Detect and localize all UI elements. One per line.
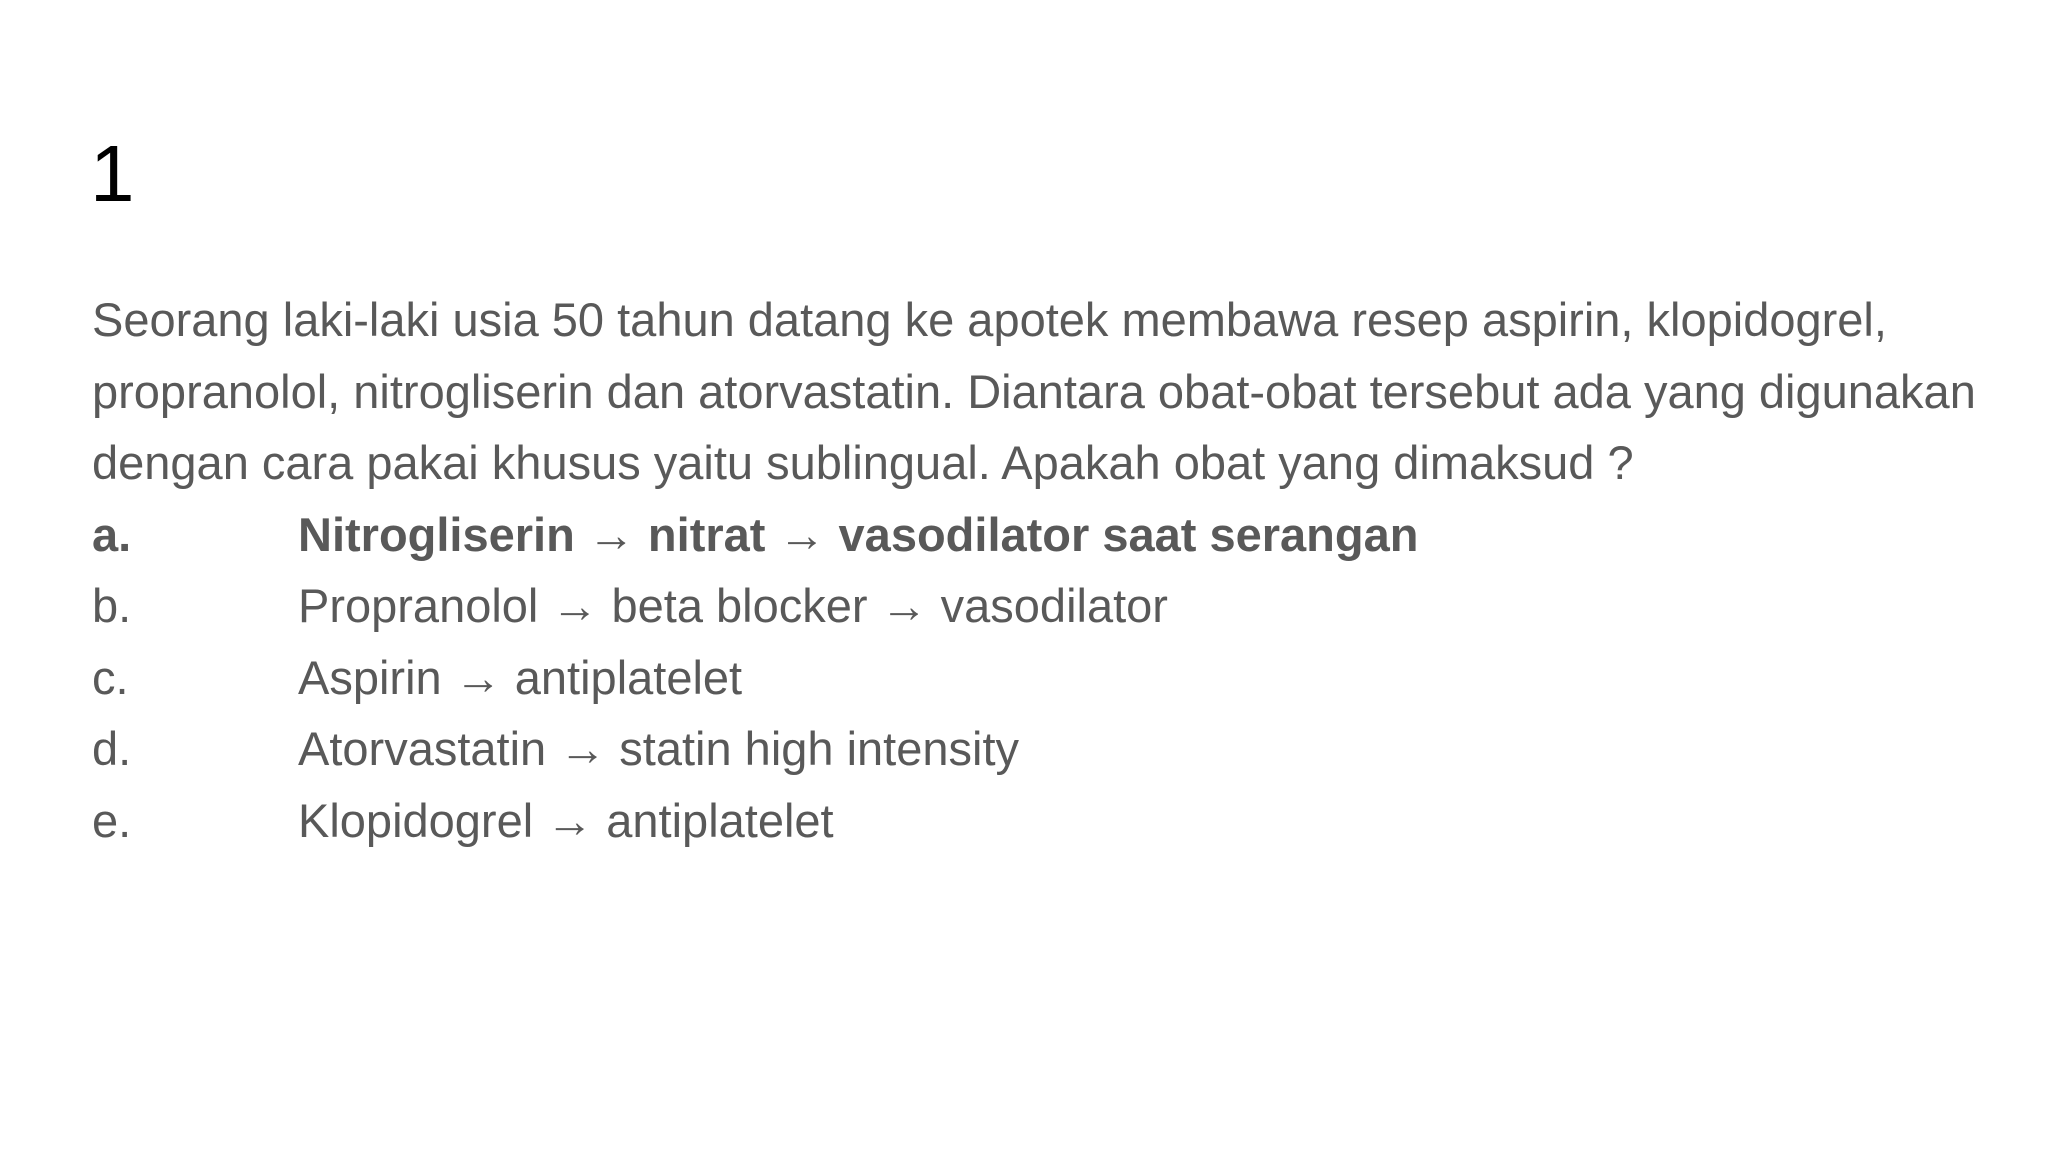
option-text: Aspirin → antiplatelet [298,650,743,704]
slide-body [92,284,1992,856]
option-e [92,785,1992,857]
option-letter: a. [92,507,132,561]
option-b [92,570,1992,642]
question-text: Seorang laki-laki usia 50 tahun datang ke apotek membawa resep aspirin, klopidogrel, propranolol, nitrogliserin dan atorvastatin. Diantara obat-obat tersebut ada yang digunakan dengan cara pakai khusus yaitu sublingual. Apakah obat yang dimaksud ? [92,293,1976,489]
option-text: Propranolol → beta blocker → vasodilator [298,579,1168,632]
option-a [92,499,1992,571]
answer-options [92,499,1992,857]
option-letter: b. [92,579,132,632]
option-letter: d. [92,722,132,775]
option-text: Klopidogrel → antiplatelet [298,793,834,847]
slide-title: 1 [90,129,135,218]
option-letter: c. [92,650,129,704]
option-text: Atorvastatin → statin high intensity [298,722,1020,775]
option-text: Nitrogliserin → nitrat → vasodilator saat serangan [298,507,1419,561]
option-letter: e. [92,793,132,847]
option-d [92,713,1992,785]
option-c [92,642,1992,714]
